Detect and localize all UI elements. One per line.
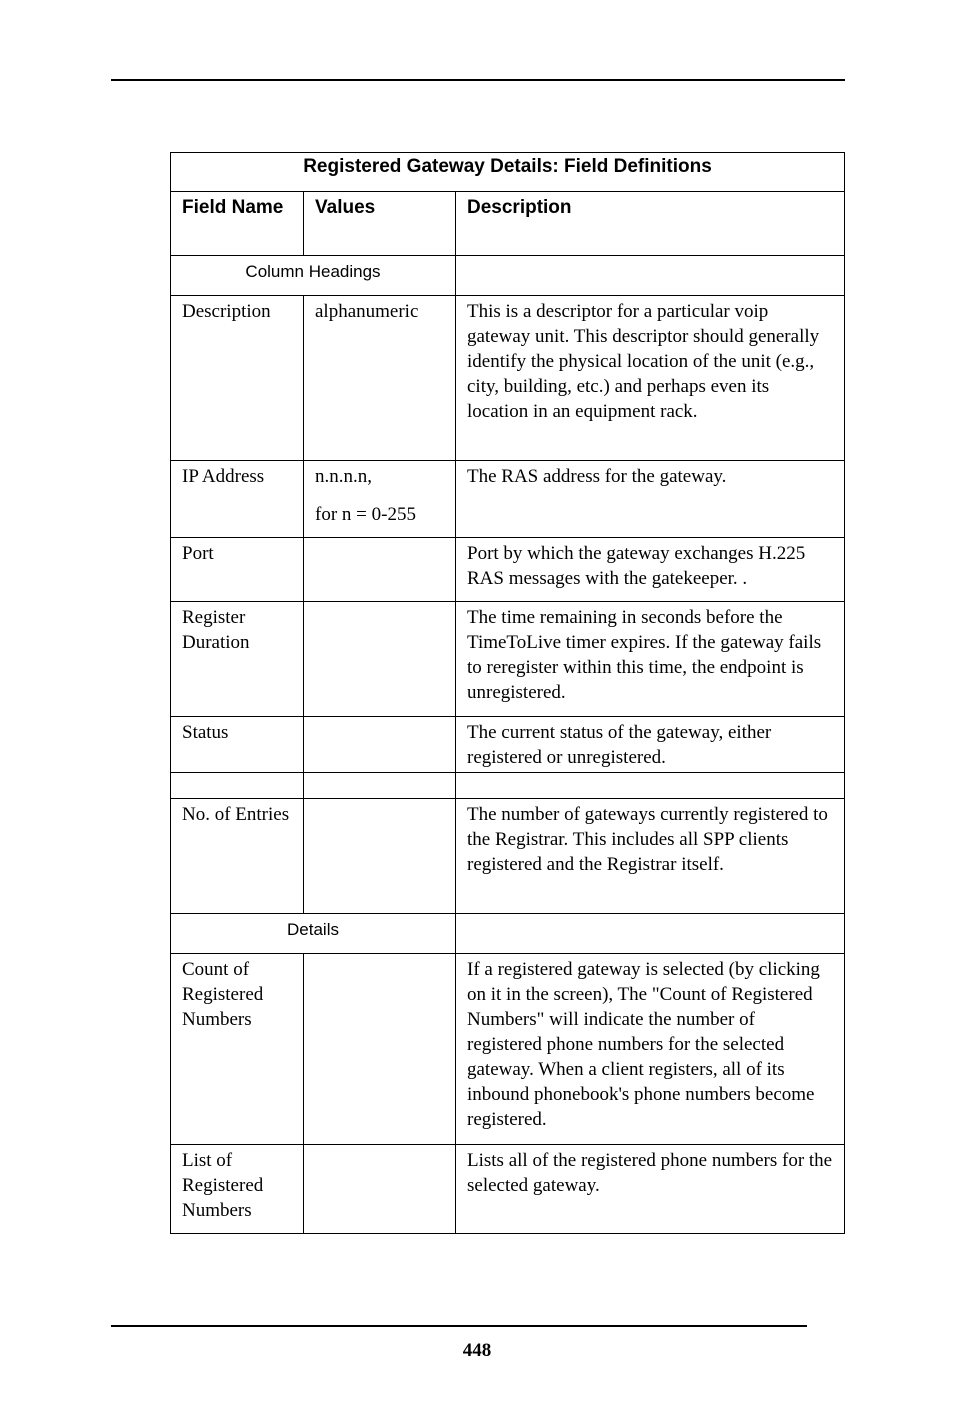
table-row	[171, 799, 845, 914]
table-title: Registered Gateway Details: Field Definitions	[171, 153, 845, 192]
field-name-cell: Port	[171, 538, 304, 602]
table-row	[171, 602, 845, 717]
values-cell	[304, 602, 456, 717]
table-header-row	[171, 192, 845, 256]
description-cell: Lists all of the registered phone numbers for the selected gateway.	[456, 1145, 845, 1234]
field-name-cell: Register Duration	[171, 602, 304, 717]
description-cell: This is a descriptor for a particular voip gateway unit. This descriptor should generally identify the physical location of the unit (e.g., city, building, etc.) and perhaps even its location in an equipment rack.	[456, 296, 845, 461]
values-cell	[304, 461, 456, 538]
blank-cell	[171, 773, 304, 799]
table-title-row	[171, 153, 845, 192]
section-heading-row	[171, 256, 845, 296]
field-name-cell: Count of Registered Numbers	[171, 954, 304, 1145]
header-rule	[111, 79, 845, 81]
footer-rule	[111, 1325, 807, 1327]
header-field-name: Field Name	[171, 192, 304, 256]
blank-cell	[304, 773, 456, 799]
table-row	[171, 954, 845, 1145]
field-name-cell: No. of Entries	[171, 799, 304, 914]
section-heading: Column Headings	[171, 256, 456, 296]
table-row	[171, 538, 845, 602]
description-cell: Port by which the gateway exchanges H.225 RAS messages with the gatekeeper. .	[456, 538, 845, 602]
header-description: Description	[456, 192, 845, 256]
values-cell	[304, 1145, 456, 1234]
header-values: Values	[304, 192, 456, 256]
field-definitions-table	[170, 152, 845, 1234]
field-name-cell: List of Registered Numbers	[171, 1145, 304, 1234]
values-cell: alphanumeric	[304, 296, 456, 461]
section-heading-row	[171, 914, 845, 954]
blank-row	[171, 773, 845, 799]
value-line: n.n.n.n,	[315, 466, 372, 487]
description-cell: The RAS address for the gateway.	[456, 461, 845, 538]
blank-cell	[456, 773, 845, 799]
section-heading: Details	[171, 914, 456, 954]
description-cell: The number of gateways currently registered to the Registrar. This includes all SPP clients registered and the Registrar itself.	[456, 799, 845, 914]
values-cell	[304, 954, 456, 1145]
values-cell	[304, 538, 456, 602]
page-number: 448	[462, 1340, 492, 1361]
section-heading-blank	[456, 256, 845, 296]
description-cell: The current status of the gateway, either registered or unregistered.	[456, 717, 845, 773]
values-cell	[304, 799, 456, 914]
table-row	[171, 296, 845, 461]
field-name-cell: Description	[171, 296, 304, 461]
description-cell: The time remaining in seconds before the TimeToLive timer expires. If the gateway fails to reregister within this time, the endpoint is unregistered.	[456, 602, 845, 717]
field-name-cell: IP Address	[171, 461, 304, 538]
table-row	[171, 1145, 845, 1234]
values-cell	[304, 717, 456, 773]
table-row	[171, 461, 845, 538]
table-row	[171, 717, 845, 773]
description-cell: If a registered gateway is selected (by clicking on it in the screen), The "Count of Registered Numbers" will indicate the number of registered phone numbers for the selected gateway. When a client registers, all of its inbound phonebook's phone numbers become registered.	[456, 954, 845, 1145]
field-name-cell: Status	[171, 717, 304, 773]
value-line: for n = 0-255	[315, 504, 416, 525]
section-heading-blank	[456, 914, 845, 954]
